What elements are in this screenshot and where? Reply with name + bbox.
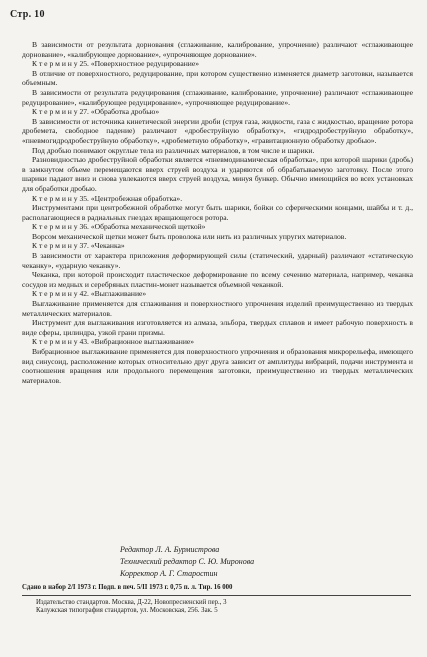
imprint-publisher: Издательство стандартов. Москва, Д-22, Новопресненский пер., 3 bbox=[36, 598, 227, 606]
term-heading: К т е р м и н у 27. «Обработка дробью» bbox=[32, 107, 160, 117]
imprint-print-details: Сдано в набор 2/I 1973 г. Подп. в печ. 5/II 1973 г. 0,75 п. л. Тир. 16 000 bbox=[22, 584, 233, 591]
term-heading: К т е р м и н у 25. «Поверхностное редуцирование» bbox=[32, 59, 200, 69]
body-text bbox=[22, 40, 413, 385]
paragraph: В зависимости от характера приложения деформирующей силы (статический, ударный) различают «статическую чеканку», «ударную чеканку». bbox=[22, 251, 413, 270]
paragraph: Выглаживание применяется для сглаживания и поверхностного упрочнения изделий преимущественно из твердых металлических материалов. bbox=[22, 299, 413, 318]
paragraph: В зависимости от источника кинетической энергии дроби (струя газа, жидкости, газа с жидкостью, вращение ротора дробемета, свободное падение) различают «дробеструйную обработку», «гидродробеструйную обработку», «пневмогидродробеструйную обработку», «дробеметную обработку», «гравитационную обработку дробью». bbox=[22, 116, 413, 145]
paragraph: Вибрационное выглаживание применяется для поверхностного упрочнения и образования микрорельефа, имеющего вид синусоид, расположение которых относительно друг друга зависит от амплитуды вибраций, подачи инструмента и соотношения вращения или продольного перемещения заготовки, преимущественно из твердых металлических материалов. bbox=[22, 347, 413, 385]
term-heading: К т е р м и н у 42. «Выглаживание» bbox=[32, 289, 147, 299]
term-heading: К т е р м и н у 37. «Чеканка» bbox=[32, 241, 125, 251]
editor-credit: Редактор Л. А. Бурмистрова bbox=[120, 545, 220, 554]
term-heading: К т е р м и н у 43. «Вибрационное выглаживание» bbox=[32, 337, 195, 347]
paragraph: Ворсом механической щетки может быть проволока или нить из различных упругих материалов. bbox=[32, 231, 347, 241]
proofreader-credit: Корректор А. Г. Старостин bbox=[120, 569, 218, 578]
page-number: Стр. 10 bbox=[10, 9, 45, 20]
term-heading: К т е р м и н у 36. «Обработка механической щеткой» bbox=[32, 222, 206, 232]
paragraph: Инструмент для выглаживания изготовляется из алмаза, эльбора, твердых сплавов и имеет рабочую поверхность в виде сферы, цилиндра, узкой грани призмы. bbox=[22, 318, 413, 337]
paragraph: В зависимости от результата дорнования (сглаживание, калибрование, упрочнение) различают «сглаживающее дорнование», «калибрующее дорнование», «упрочняющее дорнование». bbox=[22, 40, 413, 59]
imprint-divider bbox=[22, 595, 411, 596]
paragraph: В отличие от поверхностного, редуцирование, при котором существенно изменяется диаметр заготовки, называется объемным. bbox=[22, 68, 413, 88]
tech-editor-credit: Технический редактор С. Ю. Миронова bbox=[120, 557, 255, 566]
imprint-printer: Калужская типография стандартов, ул. Московская, 256. Зак. 5 bbox=[36, 607, 218, 615]
paragraph: Чеканка, при которой происходит пластическое деформирование по всему сечению материала, например, чеканка сосудов из медных и серебряных пластин-монет называется объемной чеканкой. bbox=[22, 270, 413, 289]
paragraph: Инструментами при центробежной обработке могут быть шарики, бойки со сферическими концами, шайбы и т. д., располагающиеся в радиальных гнездах вращающегося ротора. bbox=[22, 203, 413, 222]
paragraph: Под дробью понимают округлые тела из различных материалов, в том числе и шарики. bbox=[32, 145, 315, 155]
editorial-credits bbox=[120, 544, 254, 580]
paragraph: Разновидностью дробеструйной обработки является «пневмодинамическая обработка», при которой шарики (дробь) в замкнутом объеме перемещаются вверх струей воздуха и ударяются об обрабатываемую заготовку. После этого шарики падают вниз и снова увлекаются вверх струей воздуха, минуя бункер. Обычно имеющийся во всех установках для обработки дробью. bbox=[22, 155, 413, 193]
paragraph: В зависимости от результата редуцирования (сглаживание, калибрование, упрочнение) различают «сглаживающее редуцирование», «калибрующее редуцирование», «упрочняющее редуцирование». bbox=[22, 87, 413, 107]
term-heading: К т е р м и н у 35. «Центробежная обработка». bbox=[32, 193, 183, 203]
imprint-block bbox=[22, 584, 411, 616]
